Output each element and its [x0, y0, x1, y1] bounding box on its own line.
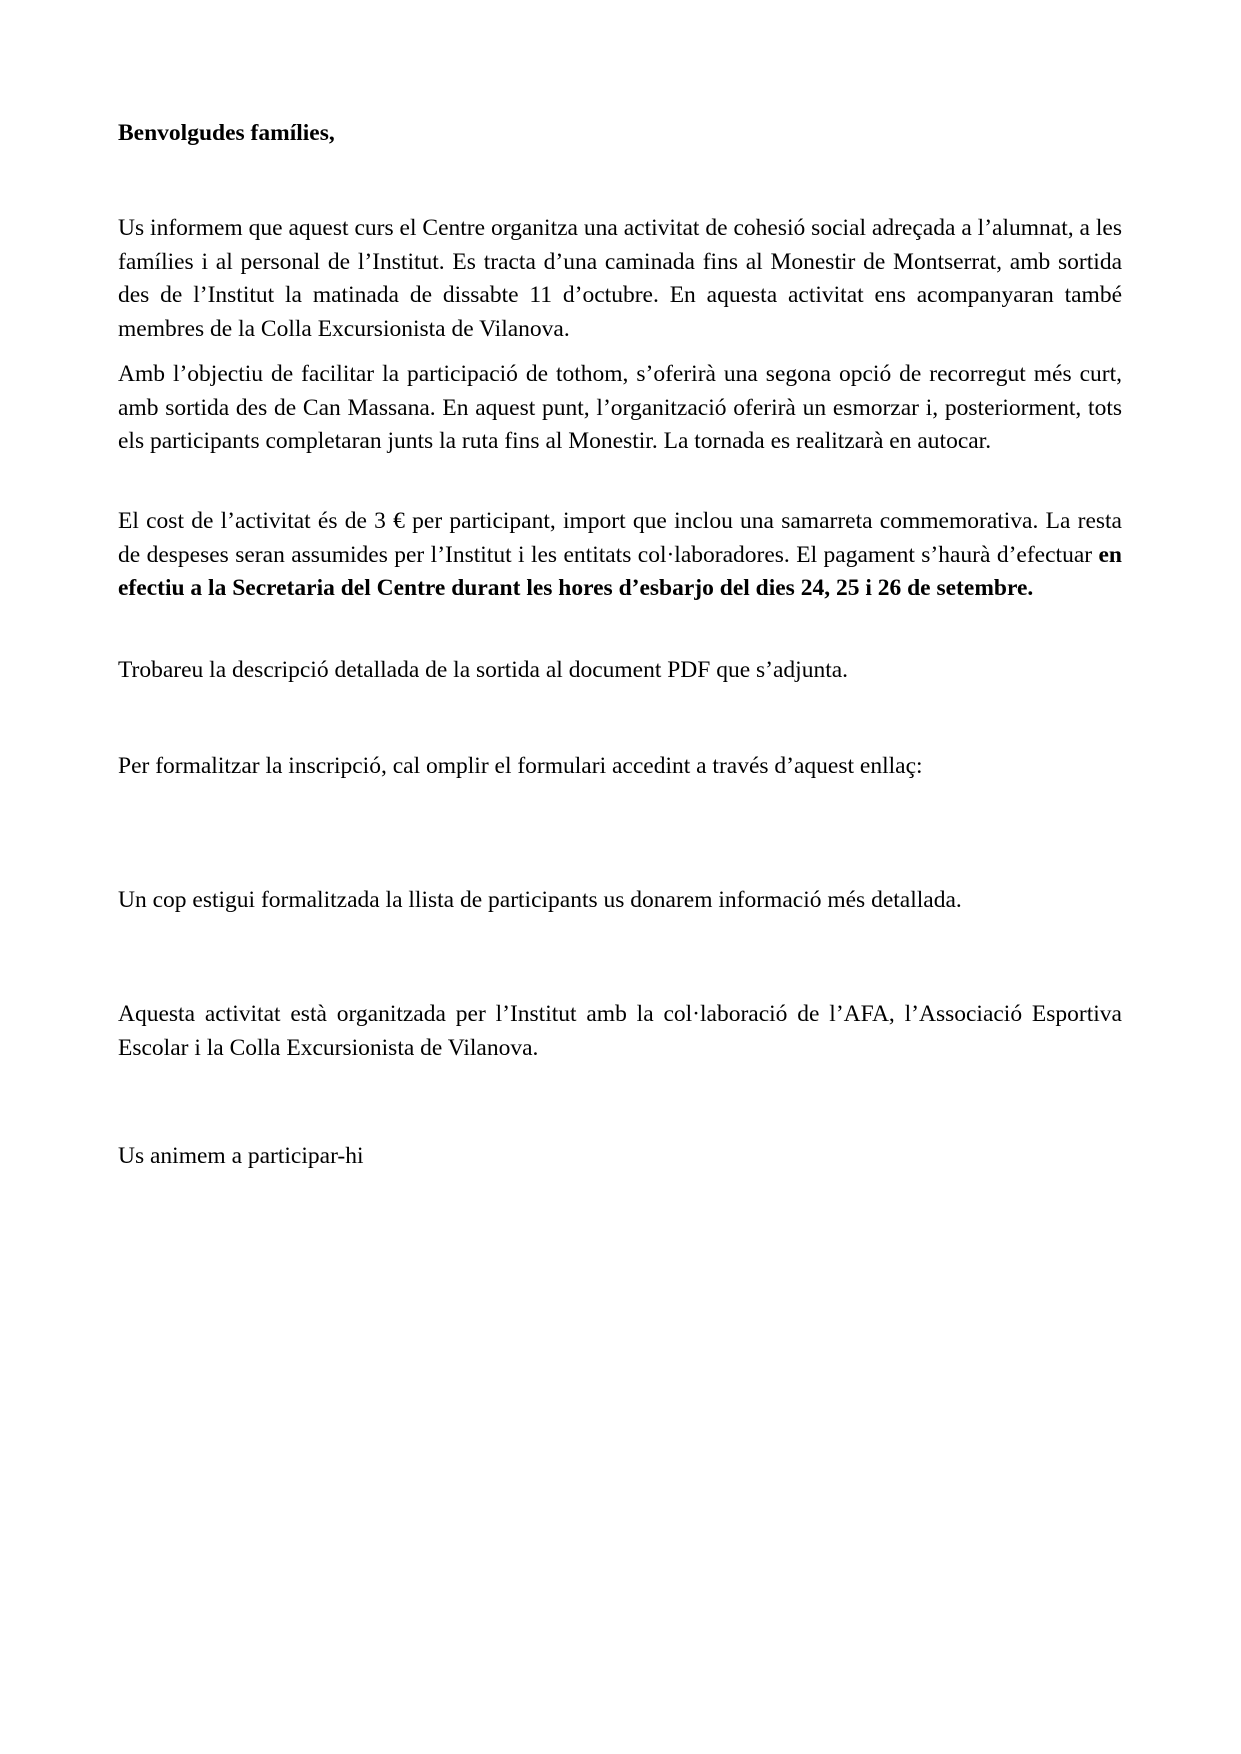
- paragraph-organizers: Aquesta activitat està organitzada per l’Institut amb la col·laboració de l’AFA, l’Associació Esportiva Escolar i la Colla Excursionista de Vilanova.: [118, 1001, 1122, 1061]
- paragraph-cost-payment: [118, 505, 1122, 606]
- paragraph-more-info: Un cop estigui formalitzada la llista de participants us donarem informació més detallada.: [118, 887, 962, 913]
- paragraph-pdf-reference: Trobareu la descripció detallada de la sortida al document PDF que s’adjunta.: [118, 657, 849, 683]
- letter-greeting: Benvolgudes famílies,: [118, 120, 335, 146]
- letter-closing: Us animem a participar-hi: [118, 1143, 364, 1169]
- payment-text: El cost de l’activitat és de 3 € per participant, import que inclou una samarreta commemorativa. La resta de despeses seran assumides per l’Institut i les entitats col·laboradores. El pagament s’haurà d’efectuar: [118, 508, 1122, 568]
- paragraph-short-route: Amb l’objectiu de facilitar la participació de tothom, s’oferirà una segona opció de recorregut més curt, amb sortida des de Can Massana. En aquest punt, l’organització oferirà un esmorzar i, posteriorment, tots els participants completaran junts la ruta fins al Monestir. La tornada es realitzarà en autocar.: [118, 361, 1122, 454]
- payment-instructions-bold: en efectiu a la Secretaria del Centre durant les hores d’esbarjo del dies 24, 25 i 26 de setembre.: [118, 541, 1122, 601]
- paragraph-activity-intro: Us informem que aquest curs el Centre organitza una activitat de cohesió social adreçada a l’alumnat, a les famílies i al personal de l’Institut. Es tracta d’una caminada fins al Monestir de Montserrat, amb sortida des de l’Institut la matinada de dissabte 11 d’octubre. En aquesta activitat ens acompanyaran també membres de la Colla Excursionista de Vilanova.: [118, 215, 1122, 342]
- paragraph-registration: Per formalitzar la inscripció, cal omplir el formulari accedint a través d’aquest enllaç:: [118, 753, 923, 779]
